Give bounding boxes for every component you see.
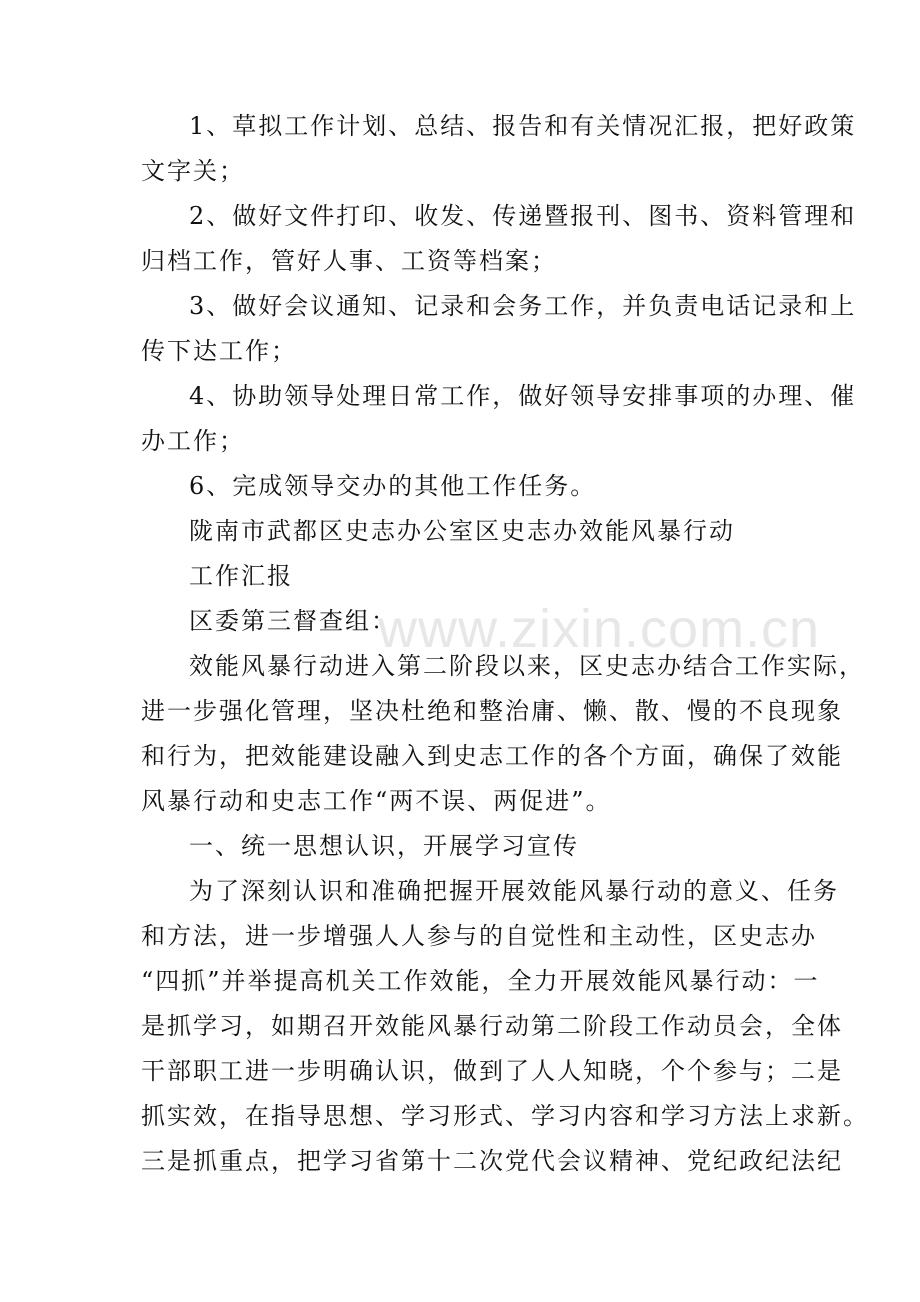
section-1-paragraph-line-5: 干部职工进一步明确认识，做到了人人知晓，个个参与；二是	[141, 1057, 843, 1085]
section-heading-1: 一、统一思想认识，开展学习宣传	[189, 832, 579, 860]
duty-item-6-line: 6、完成领导交办的其他工作任务。	[189, 472, 597, 500]
report-title-line-1: 陇南市武都区史志办公室区史志办效能风暴行动	[189, 517, 735, 545]
duty-item-4-line-2: 办工作；	[141, 427, 245, 455]
duty-item-1-line-1: 1、草拟工作计划、总结、报告和有关情况汇报，把好政策	[189, 112, 857, 140]
intro-paragraph-line-2: 进一步强化管理，坚决杜绝和整治庸、懒、散、慢的不良现象	[141, 697, 843, 725]
duty-item-3-line-1: 3、做好会议通知、记录和会务工作，并负责电话记录和上	[189, 292, 857, 320]
duty-item-2-line-2: 归档工作，管好人事、工资等档案；	[141, 247, 557, 275]
section-1-paragraph-line-1: 为了深刻认识和准确把握开展效能风暴行动的意义、任务	[189, 877, 839, 905]
intro-paragraph-line-3: 和行为，把效能建设融入到史志工作的各个方面，确保了效能	[141, 742, 843, 770]
intro-paragraph-line-4: 风暴行动和史志工作“两不误、两促进”。	[141, 787, 612, 815]
section-1-paragraph-line-3: “四抓”并举提高机关工作效能，全力开展效能风暴行动：一	[141, 967, 820, 995]
section-1-paragraph-line-6: 抓实效，在指导思想、学习形式、学习内容和学习方法上求新。	[141, 1102, 869, 1130]
report-recipient: 区委第三督查组：	[189, 607, 397, 635]
duty-item-1-line-2: 文字关；	[141, 157, 245, 185]
site-watermark: www.zixin.com.cn	[378, 599, 821, 659]
duty-item-2-line-1: 2、做好文件打印、收发、传递暨报刊、图书、资料管理和	[189, 202, 857, 230]
section-1-paragraph-line-4: 是抓学习，如期召开效能风暴行动第二阶段工作动员会，全体	[141, 1012, 843, 1040]
section-1-paragraph-line-2: 和方法，进一步增强人人参与的自觉性和主动性，区史志办	[141, 922, 817, 950]
report-title-line-2: 工作汇报	[189, 562, 293, 590]
duty-item-3-line-2: 传下达工作；	[141, 337, 297, 365]
duty-item-4-line-1: 4、协助领导处理日常工作，做好领导安排事项的办理、催	[189, 382, 857, 410]
section-1-paragraph-line-7: 三是抓重点，把学习省第十二次党代会议精神、党纪政纪法纪	[141, 1147, 843, 1175]
document-body	[141, 104, 869, 1184]
intro-paragraph-line-1: 效能风暴行动进入第二阶段以来，区史志办结合工作实际，	[189, 652, 865, 680]
